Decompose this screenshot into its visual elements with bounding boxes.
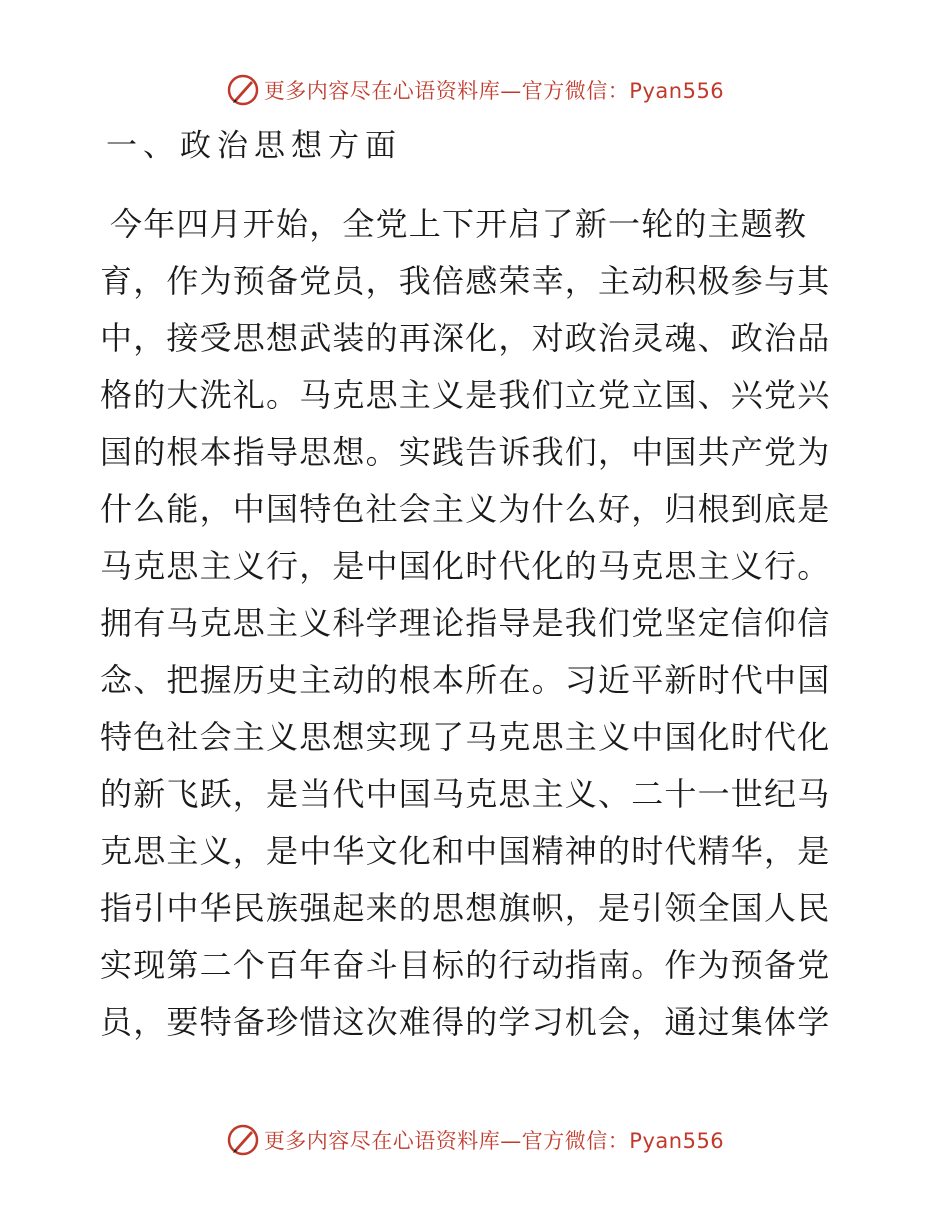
paragraph-line: 什么能，中国特色社会主义为什么好，归根到底是: [100, 490, 831, 528]
paragraph-line: 国的根本指导思想。实践告诉我们，中国共产党为: [100, 433, 831, 471]
section-heading: 一、政治思想方面: [106, 128, 402, 164]
footer-banner-text: 更多内容尽在心语资料库—官方微信：Pyan556: [263, 1129, 725, 1153]
footer-banner: [0, 1120, 950, 1160]
paragraph-line: 克思主义，是中华文化和中国精神的时代精华，是: [100, 832, 831, 870]
paragraph-line: 特色社会主义思想实现了马克思主义中国化时代化: [100, 718, 831, 756]
paragraph-line: 今年四月开始，全党上下开启了新一轮的主题教: [110, 205, 808, 243]
paragraph-line: 的新飞跃，是当代中国马克思主义、二十一世纪马: [100, 775, 831, 813]
quill-logo-icon: [226, 1123, 260, 1157]
paragraph-line: 实现第二个百年奋斗目标的行动指南。作为预备党: [100, 946, 831, 984]
body-paragraph: [100, 196, 860, 1051]
paragraph-line: 格的大洗礼。马克思主义是我们立党立国、兴党兴: [100, 376, 831, 414]
paragraph-line: 拥有马克思主义科学理论指导是我们党坚定信仰信: [100, 604, 831, 642]
paragraph-line: 指引中华民族强起来的思想旗帜，是引领全国人民: [100, 889, 831, 927]
paragraph-line: 念、把握历史主动的根本所在。习近平新时代中国: [100, 661, 831, 699]
paragraph-line: 育，作为预备党员，我倍感荣幸，主动积极参与其: [100, 262, 831, 300]
header-banner-text: 更多内容尽在心语资料库—官方微信：Pyan556: [263, 79, 725, 103]
paragraph-line: 员，要特备珍惜这次难得的学习机会，通过集体学: [100, 1003, 831, 1041]
quill-logo-icon: [226, 73, 260, 107]
paragraph-line: 中，接受思想武装的再深化，对政治灵魂、政治品: [100, 319, 831, 357]
paragraph-line: 马克思主义行，是中国化时代化的马克思主义行。: [100, 547, 831, 585]
header-banner: [0, 70, 950, 110]
